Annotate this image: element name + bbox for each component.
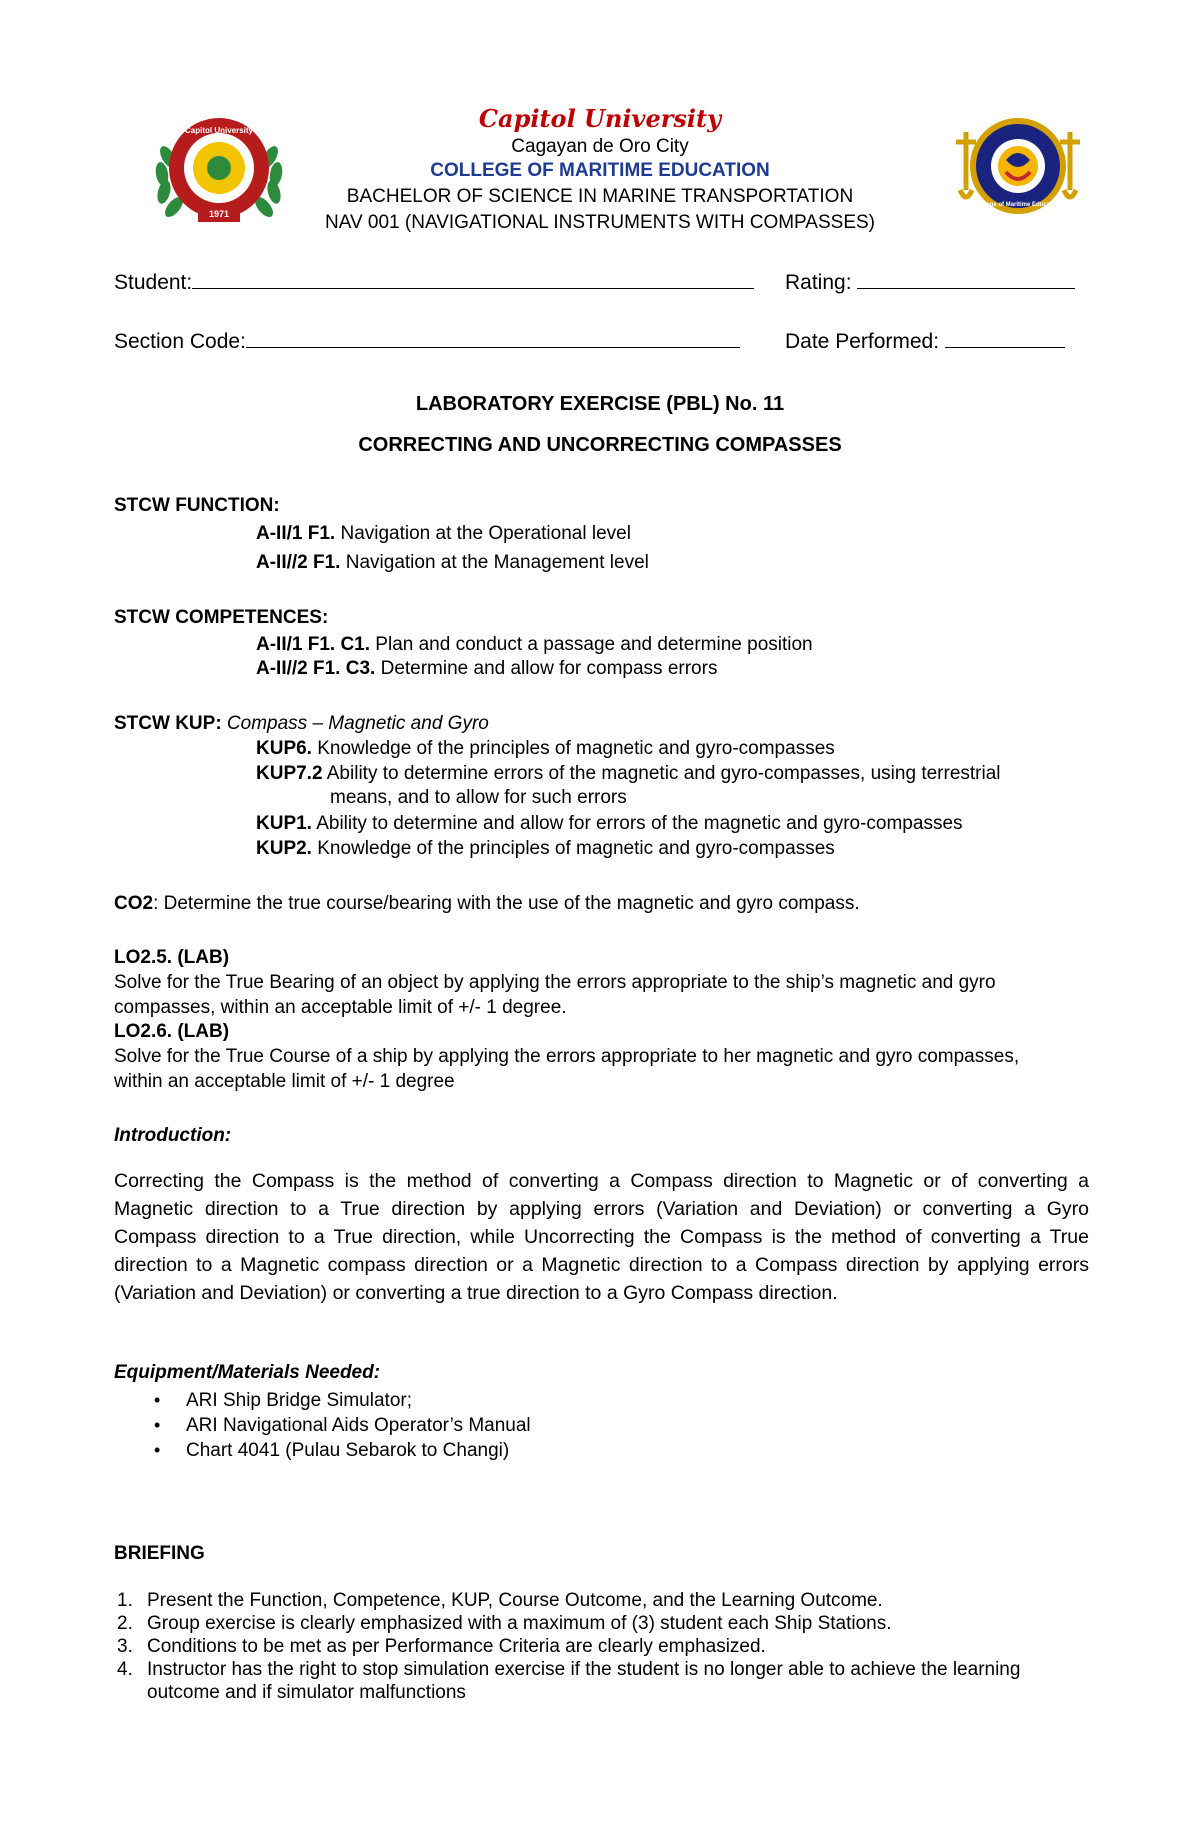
stcw-kup-heading-line (114, 712, 489, 735)
kup-item (256, 737, 835, 760)
briefing-text: Conditions to be met as per Performance Criteria are clearly emphasized. (147, 1636, 766, 1657)
date-performed-label: Date Performed: (785, 330, 940, 353)
exercise-subtitle: CORRECTING AND UNCORRECTING COMPASSES (358, 434, 842, 456)
introduction-line: (Variation and Deviation) or converting a true direction to a Gyro Compass direction. (114, 1282, 838, 1304)
co-text: : Determine the true course/bearing with the use of the magnetic and gyro compass. (153, 893, 860, 914)
function-text: Navigation at the Management level (340, 552, 649, 573)
rating-input-line[interactable] (857, 270, 1075, 289)
introduction-paragraph (114, 1167, 1089, 1307)
equipment-item: • ARI Navigational Aids Operator’s Manual (114, 1413, 531, 1438)
student-input-line[interactable] (192, 270, 754, 289)
lo-text: Solve for the True Course of a ship by applying the errors appropriate to her magnetic and gyro compasses, (114, 1046, 1020, 1067)
college-name: COLLEGE OF MARITIME EDUCATION (430, 160, 770, 181)
date-performed-input-line[interactable] (945, 329, 1065, 348)
kup-code: KUP1. (256, 813, 312, 834)
kup-text: Ability to determine errors of the magnetic and gyro-compasses, using terrestrial (322, 763, 1001, 784)
stcw-competence-item (256, 657, 717, 680)
kup-code: KUP2. (256, 838, 312, 859)
introduction-line: Correcting the Compass is the method of converting a Compass direction to Magnetic or of converting a (114, 1170, 1089, 1192)
introduction-line: Compass direction to a True direction, while Uncorrecting the Compass is the method of converting a True (114, 1226, 1089, 1248)
briefing-text: Present the Function, Competence, KUP, Course Outcome, and the Learning Outcome. (147, 1590, 883, 1611)
competence-text: Determine and allow for compass errors (375, 658, 718, 679)
briefing-number: 2. (117, 1613, 133, 1634)
briefing-item (114, 1612, 1114, 1635)
left-logo-text: Capitol University (184, 126, 253, 135)
competence-code: A-II//2 F1. C3. (256, 658, 376, 679)
course-outcome (114, 892, 860, 915)
function-code: A-II/1 F1. (256, 523, 336, 544)
kup-text: Knowledge of the principles of magnetic and gyro-compasses (311, 738, 835, 759)
introduction-line: direction to a Magnetic compass direction or a Magnetic direction to a Compass direction by applying errors (114, 1254, 1089, 1276)
briefing-number: 4. (117, 1659, 133, 1680)
equipment-heading: Equipment/Materials Needed: (114, 1362, 381, 1383)
kup-text: Knowledge of the principles of magnetic and gyro-compasses (311, 838, 835, 859)
left-logo-year: 1971 (208, 209, 230, 219)
section-code-label: Section Code: (114, 330, 246, 353)
lo-text: compasses, within an acceptable limit of +/- 1 degree. (114, 997, 567, 1018)
briefing-text: Instructor has the right to stop simulation exercise if the student is no longer able to achieve the learning (147, 1659, 1021, 1680)
program-name: BACHELOR OF SCIENCE IN MARINE TRANSPORTATION (346, 186, 854, 207)
kup-text: Ability to determine and allow for errors of the magnetic and gyro-compasses (311, 813, 963, 834)
kup-item (256, 812, 963, 835)
kup-item (256, 762, 1001, 785)
lo-code: LO2.6. (LAB) (114, 1021, 230, 1042)
date-performed-field (785, 329, 1065, 354)
briefing-number: 1. (117, 1590, 133, 1611)
stcw-competence-item (256, 633, 813, 656)
stcw-kup-heading: STCW KUP: (114, 713, 222, 734)
co-code: CO2 (114, 893, 154, 914)
briefing-number: 3. (117, 1636, 133, 1657)
briefing-heading: BRIEFING (114, 1543, 205, 1564)
briefing-list (114, 1589, 1114, 1704)
kup-item (256, 837, 835, 860)
briefing-item (114, 1589, 1114, 1612)
rating-label: Rating: (785, 271, 852, 294)
competence-text: Plan and conduct a passage and determine position (370, 634, 813, 655)
briefing-text-continued: outcome and if simulator malfunctions (147, 1682, 466, 1703)
rating-field (785, 270, 1075, 295)
lo-code: LO2.5. (LAB) (114, 947, 230, 968)
lo-text: within an acceptable limit of +/- 1 degree (114, 1071, 455, 1092)
kup-code: KUP6. (256, 738, 312, 759)
lo-text: Solve for the True Bearing of an object by applying the errors appropriate to the ship’s magnetic and gyro (114, 972, 996, 993)
equipment-list (114, 1388, 531, 1463)
competence-code: A-II/1 F1. C1. (256, 634, 371, 655)
university-name: Capitol University (478, 104, 722, 133)
city: Cagayan de Oro City (511, 136, 689, 157)
stcw-competences-heading: STCW COMPETENCES: (114, 607, 329, 628)
briefing-item (114, 1658, 1114, 1704)
student-field (114, 270, 754, 295)
briefing-item (114, 1635, 1114, 1658)
function-code: A-II//2 F1. (256, 552, 341, 573)
stcw-function-item (256, 522, 631, 545)
equipment-item: • Chart 4041 (Pulau Sebarok to Changi) (114, 1438, 531, 1463)
introduction-heading: Introduction: (114, 1125, 232, 1146)
introduction-line: Magnetic direction to a True direction by applying errors (Variation and Deviation) or converting a Gyro (114, 1198, 1089, 1220)
stcw-kup-subject: Compass – Magnetic and Gyro (221, 713, 489, 734)
briefing-text: Group exercise is clearly emphasized with a maximum of (3) student each Ship Stations. (147, 1613, 892, 1634)
stcw-function-heading: STCW FUNCTION: (114, 495, 280, 516)
student-label: Student: (114, 271, 193, 294)
stcw-function-item (256, 551, 649, 574)
function-text: Navigation at the Operational level (335, 523, 631, 544)
kup-code: KUP7.2 (256, 763, 323, 784)
course-name: NAV 001 (NAVIGATIONAL INSTRUMENTS WITH COMPASSES) (324, 212, 876, 233)
section-code-input-line[interactable] (246, 329, 740, 348)
right-logo-text: College of Maritime Education (974, 202, 1061, 208)
equipment-item: • ARI Ship Bridge Simulator; (114, 1388, 531, 1413)
kup-text-continued: means, and to allow for such errors (330, 787, 627, 808)
exercise-title: LABORATORY EXERCISE (PBL) No. 11 (415, 393, 785, 415)
section-code-field (114, 329, 740, 354)
